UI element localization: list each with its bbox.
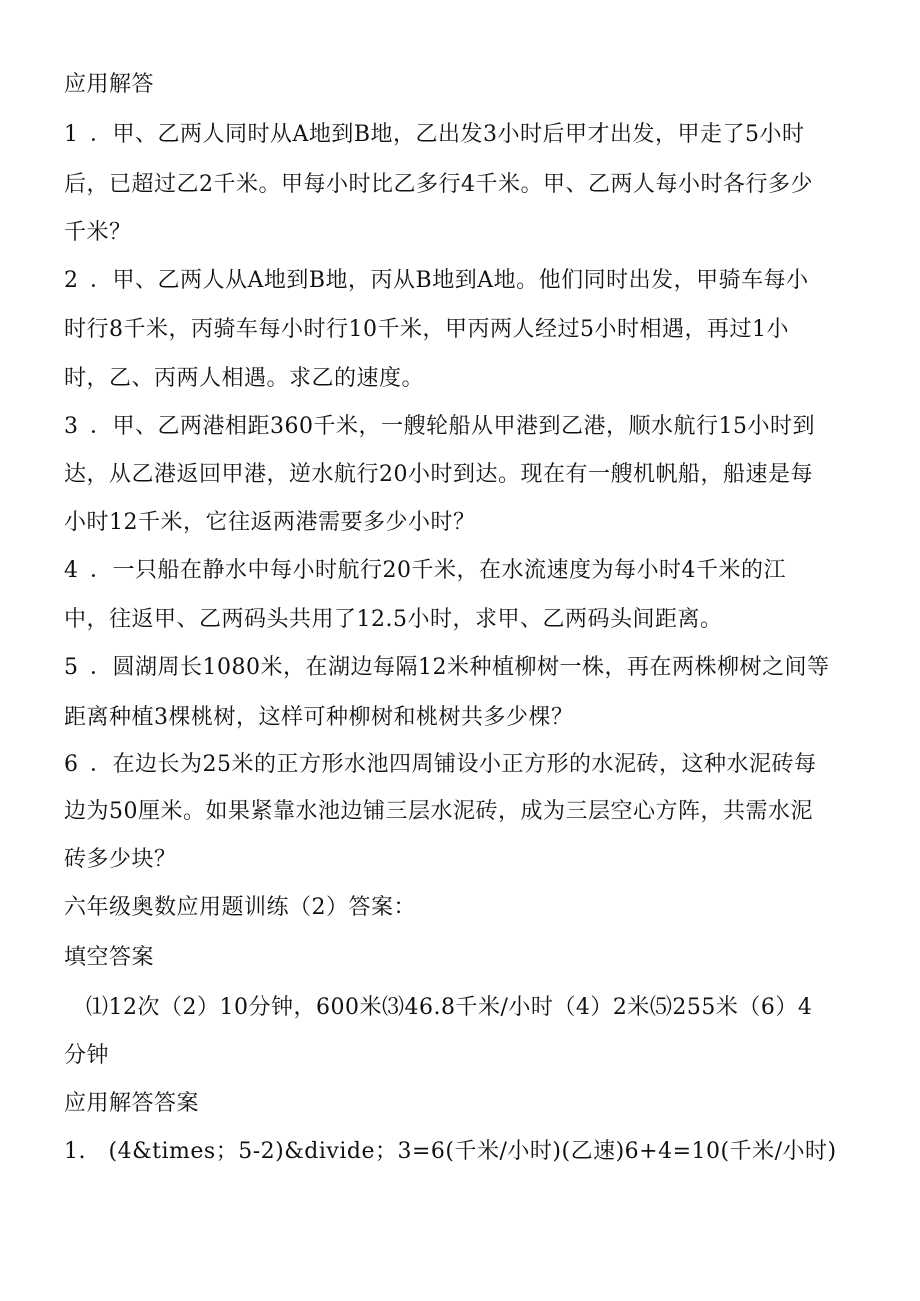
question-1-text-1: ．甲、乙两人同时从A地到B地，乙出发3小时后甲才出发，甲走了5小时 — [90, 122, 805, 147]
question-6-line-3: 砖多少块？ — [64, 847, 177, 872]
question-5-text-1: ．圆湖周长1080米，在湖边每隔12米种植柳树一株，再在两株柳树之间等 — [90, 655, 830, 680]
question-5-line-1 — [64, 653, 830, 683]
solution-line-1: 1. (4&times；5-2)&divide；3=6(千米/小时)(乙速)6+4=10(千米/小时) — [64, 1139, 837, 1164]
answers-title: 六年级奥数应用题训练（2）答案： — [64, 895, 416, 920]
question-5-number: 5 — [64, 655, 79, 680]
question-3-line-3: 小时12千米，它往返两港需要多少小时？ — [64, 510, 476, 535]
question-3-line-2: 达，从乙港返回甲港，逆水航行20小时到达。现在有一艘机帆船，船速是每 — [64, 462, 813, 487]
question-2-line-2: 时行8千米，丙骑车每小时行10千米，甲丙两人经过5小时相遇，再过1小 — [64, 317, 789, 342]
question-2-text-1: ．甲、乙两人从A地到B地，丙从B地到A地。他们同时出发，甲骑车每小 — [90, 268, 809, 293]
question-1-line-1 — [64, 120, 805, 150]
solution-title: 应用解答答案 — [64, 1091, 200, 1116]
question-3-text-1: ．甲、乙两港相距360千米，一艘轮船从甲港到乙港，顺水航行15小时到 — [90, 414, 815, 439]
question-3-number: 3 — [64, 414, 79, 439]
question-6-number: 6 — [64, 752, 79, 777]
question-4-text-1: ．一只船在静水中每小时航行20千米，在水流速度为每小时4千米的江 — [90, 558, 786, 583]
question-3-line-1 — [64, 412, 815, 442]
question-1-line-3: 千米？ — [64, 220, 132, 245]
question-4-line-1 — [64, 556, 786, 586]
question-4-number: 4 — [64, 558, 79, 583]
question-1-line-2: 后，已超过乙2千米。甲每小时比乙多行4千米。甲、乙两人每小时各行多少 — [64, 172, 813, 197]
question-2-number: 2 — [64, 268, 79, 293]
question-6-line-1 — [64, 750, 817, 780]
question-2-line-1 — [64, 266, 809, 296]
question-6-line-2: 边为50厘米。如果紧靠水池边铺三层水泥砖，成为三层空心方阵，共需水泥 — [64, 799, 813, 824]
question-5-line-2: 距离种植3棵桃树，这样可种柳树和桃树共多少棵？ — [64, 705, 574, 730]
question-6-text-1: ．在边长为25米的正方形水池四周铺设小正方形的水泥砖，这种水泥砖每 — [90, 752, 817, 777]
question-4-line-2: 中，往返甲、乙两码头共用了12.5小时，求甲、乙两码头间距离。 — [64, 607, 723, 632]
section-title: 应用解答 — [64, 72, 155, 97]
question-1-number: 1 — [64, 122, 79, 147]
fill-answers-line-2: 分钟 — [64, 1043, 110, 1068]
question-2-line-3: 时，乙、丙两人相遇。求乙的速度。 — [64, 366, 425, 391]
fill-answers-line-1: ⑴12次（2）10分钟，600米⑶46.8千米/小时（4）2米⑸255米（6）4 — [86, 995, 813, 1020]
fill-title: 填空答案 — [64, 945, 155, 970]
